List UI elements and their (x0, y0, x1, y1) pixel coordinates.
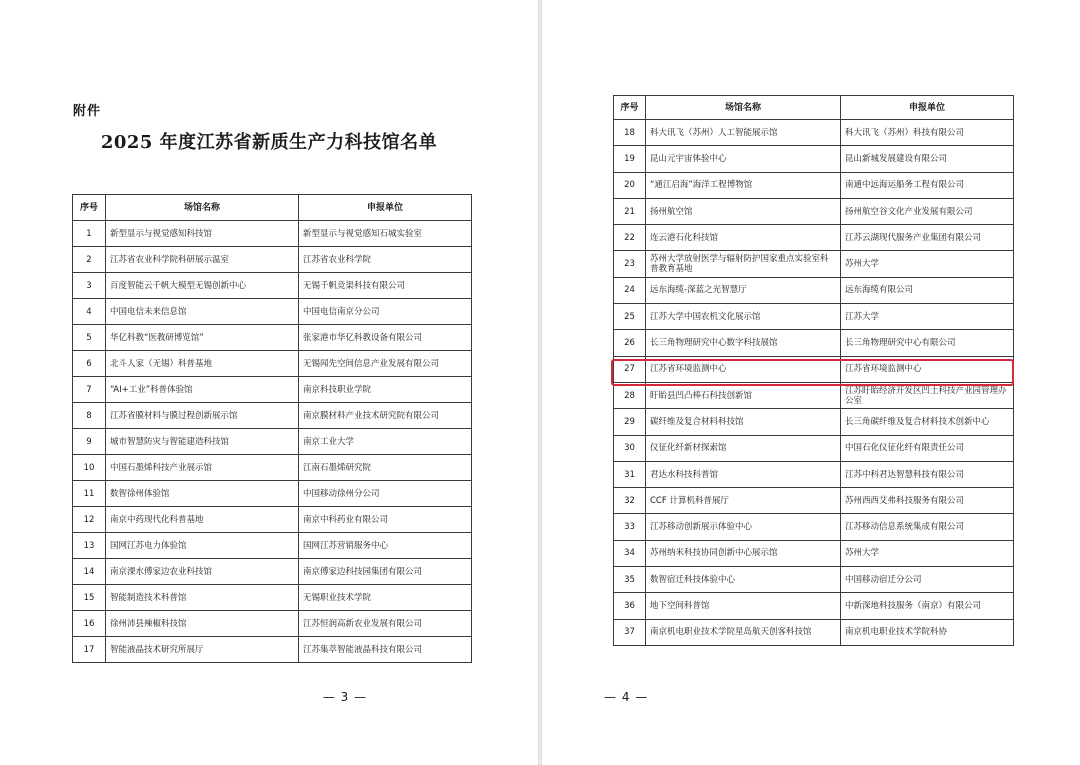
row-index: 11 (73, 481, 106, 507)
table-row (73, 429, 472, 455)
applicant-unit: 江苏盱眙经济开发区凹土科技产业园管理办公室 (841, 382, 1014, 408)
row-index: 27 (614, 356, 646, 382)
venue-name: 数智徐州体验馆 (106, 481, 299, 507)
table-row (614, 356, 1014, 382)
applicant-unit: 江苏移动信息系统集成有限公司 (841, 514, 1014, 540)
header-venue: 场馆名称 (106, 195, 299, 221)
row-index: 19 (614, 146, 646, 172)
applicant-unit: 苏州大学 (841, 251, 1014, 277)
applicant-unit: 江南石墨烯研究院 (299, 455, 472, 481)
applicant-unit: 无锡职业技术学院 (299, 585, 472, 611)
venue-name: 江苏省农业科学院科研展示温室 (106, 247, 299, 273)
venue-name: 仪征化纤新材探索馆 (646, 435, 841, 461)
applicant-unit: 中国石化仪征化纤有限责任公司 (841, 435, 1014, 461)
venue-name: 国网江苏电力体验馆 (106, 533, 299, 559)
table-row (614, 567, 1014, 593)
row-index: 28 (614, 382, 646, 408)
applicant-unit: 江苏恒润高新农业发展有限公司 (299, 611, 472, 637)
applicant-unit: 无锡闻先空间信息产业发展有限公司 (299, 351, 472, 377)
venue-name: 南京溧水傅家边农业科技馆 (106, 559, 299, 585)
applicant-unit: 长三角碳纤维及复合材料技术创新中心 (841, 409, 1014, 435)
applicant-unit: 中国移动宿迁分公司 (841, 567, 1014, 593)
table-row (614, 120, 1014, 146)
venue-name: 中国石墨烯科技产业展示馆 (106, 455, 299, 481)
venue-name: 扬州航空馆 (646, 198, 841, 224)
row-index: 30 (614, 435, 646, 461)
row-index: 21 (614, 198, 646, 224)
venue-name: 连云港石化科技馆 (646, 225, 841, 251)
header-unit: 申报单位 (841, 96, 1014, 120)
venue-name: 江苏省膜材料与膜过程创新展示馆 (106, 403, 299, 429)
row-index: 6 (73, 351, 106, 377)
applicant-unit: 国网江苏营销服务中心 (299, 533, 472, 559)
table-row (73, 403, 472, 429)
venue-name: 中国电信未来信息馆 (106, 299, 299, 325)
table-row (614, 172, 1014, 198)
table-row (73, 533, 472, 559)
venue-name: 盱眙县凹凸棒石科技创新馆 (646, 382, 841, 408)
venue-name: 南京机电职业技术学院星岛航天创客科技馆 (646, 619, 841, 645)
row-index: 32 (614, 488, 646, 514)
table-row (614, 277, 1014, 303)
applicant-unit: 南通中远海运船务工程有限公司 (841, 172, 1014, 198)
table-row (73, 247, 472, 273)
applicant-unit: 苏州西西艾弗科技服务有限公司 (841, 488, 1014, 514)
venue-name: 新型显示与视觉感知科技馆 (106, 221, 299, 247)
venue-name: “通江启海”海洋工程博物馆 (646, 172, 841, 198)
row-index: 16 (73, 611, 106, 637)
header-index: 序号 (614, 96, 646, 120)
row-index: 17 (73, 637, 106, 663)
row-index: 3 (73, 273, 106, 299)
row-index: 29 (614, 409, 646, 435)
applicant-unit: 张家港市华亿科教设备有限公司 (299, 325, 472, 351)
table-row (614, 435, 1014, 461)
row-index: 4 (73, 299, 106, 325)
row-index: 25 (614, 304, 646, 330)
applicant-unit: 无锡千帆竞渠科技有限公司 (299, 273, 472, 299)
row-index: 18 (614, 120, 646, 146)
table-row (614, 225, 1014, 251)
table-row (614, 461, 1014, 487)
table-row (614, 409, 1014, 435)
venue-name: 碳纤维及复合材料科技馆 (646, 409, 841, 435)
venue-name: 智能液晶技术研究所展厅 (106, 637, 299, 663)
table-row (73, 325, 472, 351)
row-index: 33 (614, 514, 646, 540)
table-row (614, 619, 1014, 645)
venue-name: 科大讯飞（苏州）人工智能展示馆 (646, 120, 841, 146)
table-row (73, 585, 472, 611)
venue-table-left (72, 194, 472, 663)
row-index: 37 (614, 619, 646, 645)
venue-name: 苏州大学放射医学与辐射防护国家重点实验室科普教育基地 (646, 251, 841, 277)
row-index: 12 (73, 507, 106, 533)
table-row (73, 377, 472, 403)
row-index: 10 (73, 455, 106, 481)
table-row (614, 382, 1014, 408)
venue-name: 江苏移动创新展示体验中心 (646, 514, 841, 540)
applicant-unit: 南京膜材料产业技术研究院有限公司 (299, 403, 472, 429)
venue-name: 徐州沛县辣椒科技馆 (106, 611, 299, 637)
venue-name: “AI+工业”科普体验馆 (106, 377, 299, 403)
venue-name: 苏州纳米科技协同创新中心展示馆 (646, 540, 841, 566)
applicant-unit: 南京机电职业技术学院科协 (841, 619, 1014, 645)
venue-name: 昆山元宇宙体验中心 (646, 146, 841, 172)
table-row (73, 221, 472, 247)
row-index: 34 (614, 540, 646, 566)
row-index: 26 (614, 330, 646, 356)
page-3 (0, 0, 538, 765)
table-row (73, 351, 472, 377)
venue-name: 数智宿迁科技体验中心 (646, 567, 841, 593)
venue-name: 江苏省环境监测中心 (646, 356, 841, 382)
table-row (73, 637, 472, 663)
table-row (614, 146, 1014, 172)
attachment-label: 附件 (73, 104, 102, 119)
table-row (614, 488, 1014, 514)
row-index: 20 (614, 172, 646, 198)
applicant-unit: 科大讯飞（苏州）科技有限公司 (841, 120, 1014, 146)
table-row (73, 481, 472, 507)
row-index: 31 (614, 461, 646, 487)
row-index: 8 (73, 403, 106, 429)
table-row (73, 455, 472, 481)
venue-name: 远东海缆-深蓝之光智慧厅 (646, 277, 841, 303)
venue-name: 江苏大学中国农机文化展示馆 (646, 304, 841, 330)
applicant-unit: 昆山新城发展建设有限公司 (841, 146, 1014, 172)
applicant-unit: 中国移动徐州分公司 (299, 481, 472, 507)
applicant-unit: 江苏大学 (841, 304, 1014, 330)
header-venue: 场馆名称 (646, 96, 841, 120)
applicant-unit: 南京傅家边科技园集团有限公司 (299, 559, 472, 585)
venue-name: 君达水科技科普馆 (646, 461, 841, 487)
table-row (614, 540, 1014, 566)
row-index: 15 (73, 585, 106, 611)
row-index: 14 (73, 559, 106, 585)
applicant-unit: 中国电信南京分公司 (299, 299, 472, 325)
applicant-unit: 苏州大学 (841, 540, 1014, 566)
page-4 (542, 0, 1080, 765)
venue-table-right (613, 95, 1014, 646)
row-index: 2 (73, 247, 106, 273)
table-row (73, 611, 472, 637)
applicant-unit: 南京工业大学 (299, 429, 472, 455)
venue-name: 长三角物理研究中心数字科技展馆 (646, 330, 841, 356)
applicant-unit: 新型显示与视觉感知石城实验室 (299, 221, 472, 247)
header-unit: 申报单位 (299, 195, 472, 221)
table-row (614, 514, 1014, 540)
row-index: 23 (614, 251, 646, 277)
venue-name: 北斗人家（无锡）科普基地 (106, 351, 299, 377)
table-header-row (73, 195, 472, 221)
table-row (73, 273, 472, 299)
row-index: 36 (614, 593, 646, 619)
table-header-row (614, 96, 1014, 120)
applicant-unit: 江苏省环境监测中心 (841, 356, 1014, 382)
document-title: 2025 年度江苏省新质生产力科技馆名单 (100, 132, 438, 153)
row-index: 9 (73, 429, 106, 455)
table-row (73, 507, 472, 533)
applicant-unit: 远东海缆有限公司 (841, 277, 1014, 303)
table-row (614, 304, 1014, 330)
table-row (73, 299, 472, 325)
applicant-unit: 南京科技职业学院 (299, 377, 472, 403)
table-row (614, 330, 1014, 356)
applicant-unit: 南京中科药业有限公司 (299, 507, 472, 533)
applicant-unit: 长三角物理研究中心有限公司 (841, 330, 1014, 356)
table-row (73, 559, 472, 585)
page-number-right: — 4 — (604, 690, 649, 704)
table-row (614, 198, 1014, 224)
header-index: 序号 (73, 195, 106, 221)
venue-name: 华亿科教“医教研博览馆” (106, 325, 299, 351)
venue-name: CCF 计算机科普展厅 (646, 488, 841, 514)
row-index: 35 (614, 567, 646, 593)
applicant-unit: 江苏云湖现代服务产业集团有限公司 (841, 225, 1014, 251)
venue-name: 智能制造技术科普馆 (106, 585, 299, 611)
table-row (614, 593, 1014, 619)
venue-name: 地下空间科普馆 (646, 593, 841, 619)
row-index: 1 (73, 221, 106, 247)
applicant-unit: 江苏中科君达智慧科技有限公司 (841, 461, 1014, 487)
row-index: 5 (73, 325, 106, 351)
page-number-left: — 3 — (322, 690, 368, 704)
venue-name: 百度智能云千帆大模型无锡创新中心 (106, 273, 299, 299)
venue-name: 城市智慧防灾与智能建造科技馆 (106, 429, 299, 455)
row-index: 24 (614, 277, 646, 303)
applicant-unit: 中新深地科技服务（南京）有限公司 (841, 593, 1014, 619)
row-index: 7 (73, 377, 106, 403)
venue-name: 南京中药现代化科普基地 (106, 507, 299, 533)
row-index: 22 (614, 225, 646, 251)
row-index: 13 (73, 533, 106, 559)
applicant-unit: 江苏集萃智能液晶科技有限公司 (299, 637, 472, 663)
applicant-unit: 江苏省农业科学院 (299, 247, 472, 273)
table-row (614, 251, 1014, 277)
applicant-unit: 扬州航空谷文化产业发展有限公司 (841, 198, 1014, 224)
